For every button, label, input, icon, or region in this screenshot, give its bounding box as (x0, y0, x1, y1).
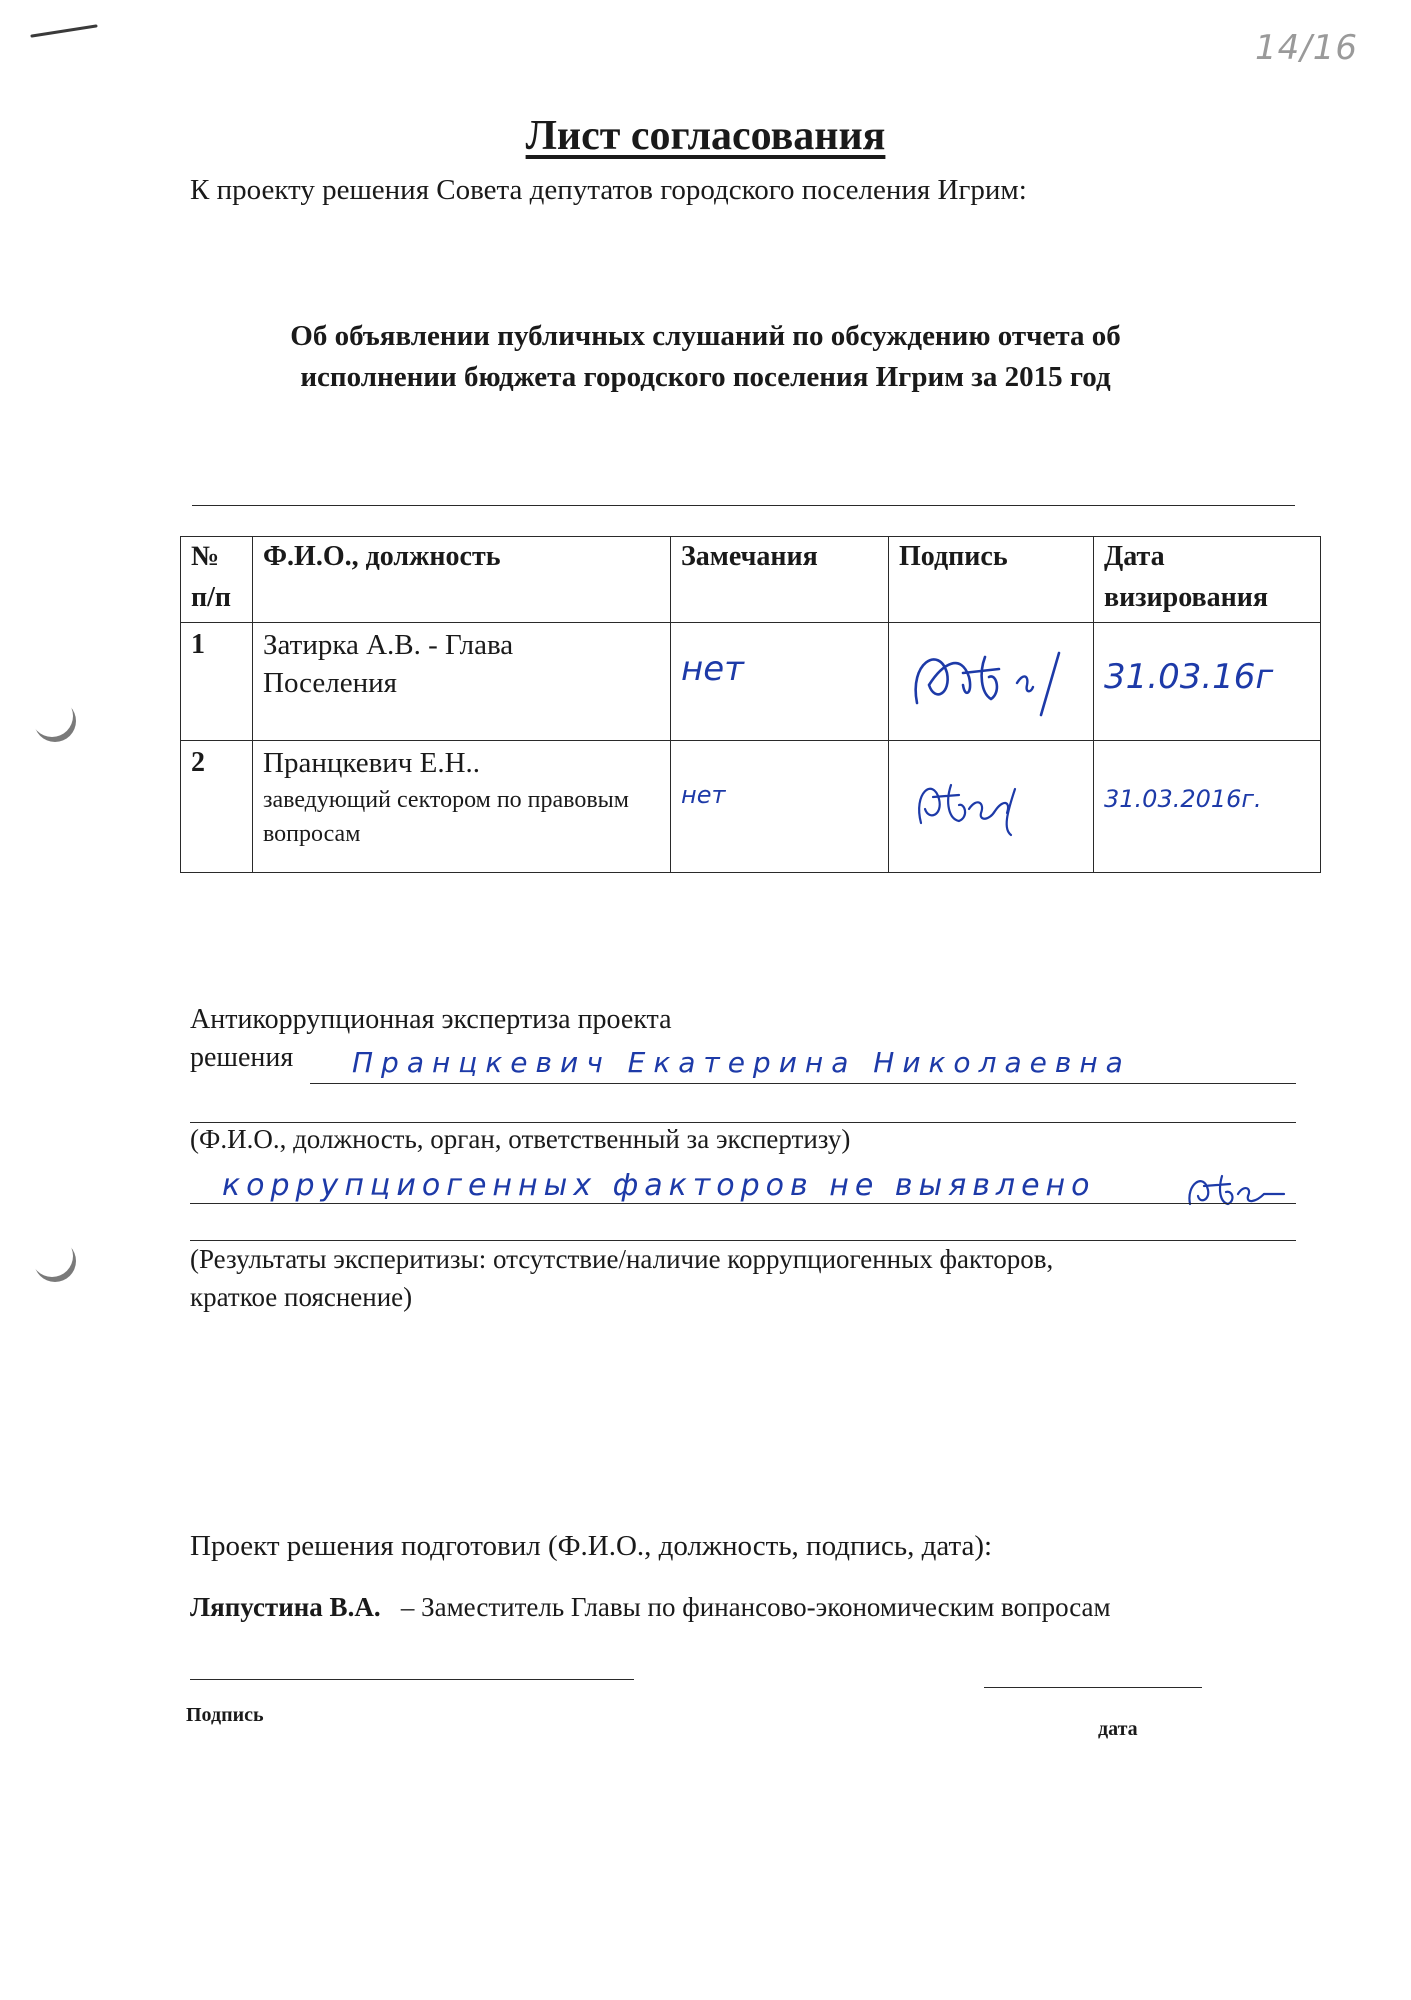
handwritten-expertise-result: коррупциогенных факторов не выявлено (222, 1168, 1096, 1203)
expertise-label-line-2: решения (190, 1042, 294, 1073)
prepared-by-label: Проект решения подготовил (Ф.И.О., должность, подпись, дата): (190, 1530, 993, 1562)
table-row (181, 741, 1321, 873)
header-signature: Подпись (889, 537, 1094, 623)
row-position: Поселения (263, 666, 397, 699)
handwritten-remark: нет (681, 781, 726, 810)
table-row (181, 623, 1321, 741)
punch-hole (34, 700, 76, 742)
handwritten-initials (1180, 1164, 1290, 1214)
table-header-row (181, 537, 1321, 623)
row-signature-cell (889, 741, 1094, 873)
date-caption: дата (1098, 1718, 1138, 1740)
result-line-2 (190, 1240, 1296, 1241)
blank-line (190, 1122, 1296, 1123)
expertise-caption-1: (Ф.И.О., должность, орган, ответственный за экспертизу) (190, 1124, 851, 1154)
preparer-row (190, 1592, 1111, 1623)
handwritten-signature (899, 633, 1079, 723)
signature-caption: Подпись (186, 1704, 264, 1726)
row-name: Затирка А.В. - Глава (263, 629, 514, 662)
row-date-cell (1094, 623, 1321, 741)
row-signature-cell (889, 623, 1094, 741)
decision-topic (0, 316, 1411, 398)
punch-hole (34, 1240, 76, 1282)
preparer-name: Ляпустина В.А. (190, 1592, 381, 1622)
row-position: заведующий сектором по правовым вопросам (263, 786, 629, 847)
row-remark-cell (671, 741, 889, 873)
handwritten-date: 31.03.16г (1104, 657, 1274, 698)
row-name: Пранцкевич Е.Н.. (263, 747, 481, 780)
date-line (984, 1687, 1202, 1688)
header-remarks: Замечания (671, 537, 889, 623)
topic-line-2: исполнении бюджета городского поселения Игрим за 2015 год (300, 361, 1111, 394)
preparer-position: – Заместитель Главы по финансово-экономическим вопросам (400, 1592, 1111, 1622)
row-name-cell (253, 623, 671, 741)
header-date: Дата визирования (1094, 537, 1321, 623)
row-remark-cell (671, 623, 889, 741)
expertise-caption-2-line-1: (Результаты эксперитизы: отсутствие/наличие коррупциогенных факторов, (190, 1244, 1054, 1274)
result-line (190, 1203, 1296, 1204)
handwritten-remark: нет (681, 649, 744, 690)
signature-line (190, 1679, 634, 1680)
row-number: 2 (181, 741, 253, 873)
pen-mark (30, 24, 98, 38)
handwritten-date: 31.03.2016г. (1104, 785, 1262, 814)
header-name: Ф.И.О., должность (253, 537, 671, 623)
document-subtitle: К проекту решения Совета депутатов городского поселения Игрим: (190, 174, 1027, 206)
row-date-cell (1094, 741, 1321, 873)
approval-table (180, 536, 1321, 873)
divider-line (192, 505, 1295, 506)
expertise-label-line-1: Антикоррупционная экспертиза проекта (190, 1004, 672, 1035)
page-title: Лист согласования (525, 113, 886, 159)
page-number: 14/16 (1255, 28, 1358, 68)
handwritten-expert-name: Пранцкевич Екатерина Николаевна (352, 1046, 1131, 1079)
row-number: 1 (181, 623, 253, 741)
handwritten-signature (899, 763, 1059, 843)
expertise-caption-2-line-2: краткое пояснение) (190, 1282, 413, 1312)
row-name-cell (253, 741, 671, 873)
header-num: № п/п (181, 537, 253, 623)
topic-line-1: Об объявлении публичных слушаний по обсуждению отчета об (290, 320, 1121, 352)
expert-name-line (310, 1083, 1296, 1084)
